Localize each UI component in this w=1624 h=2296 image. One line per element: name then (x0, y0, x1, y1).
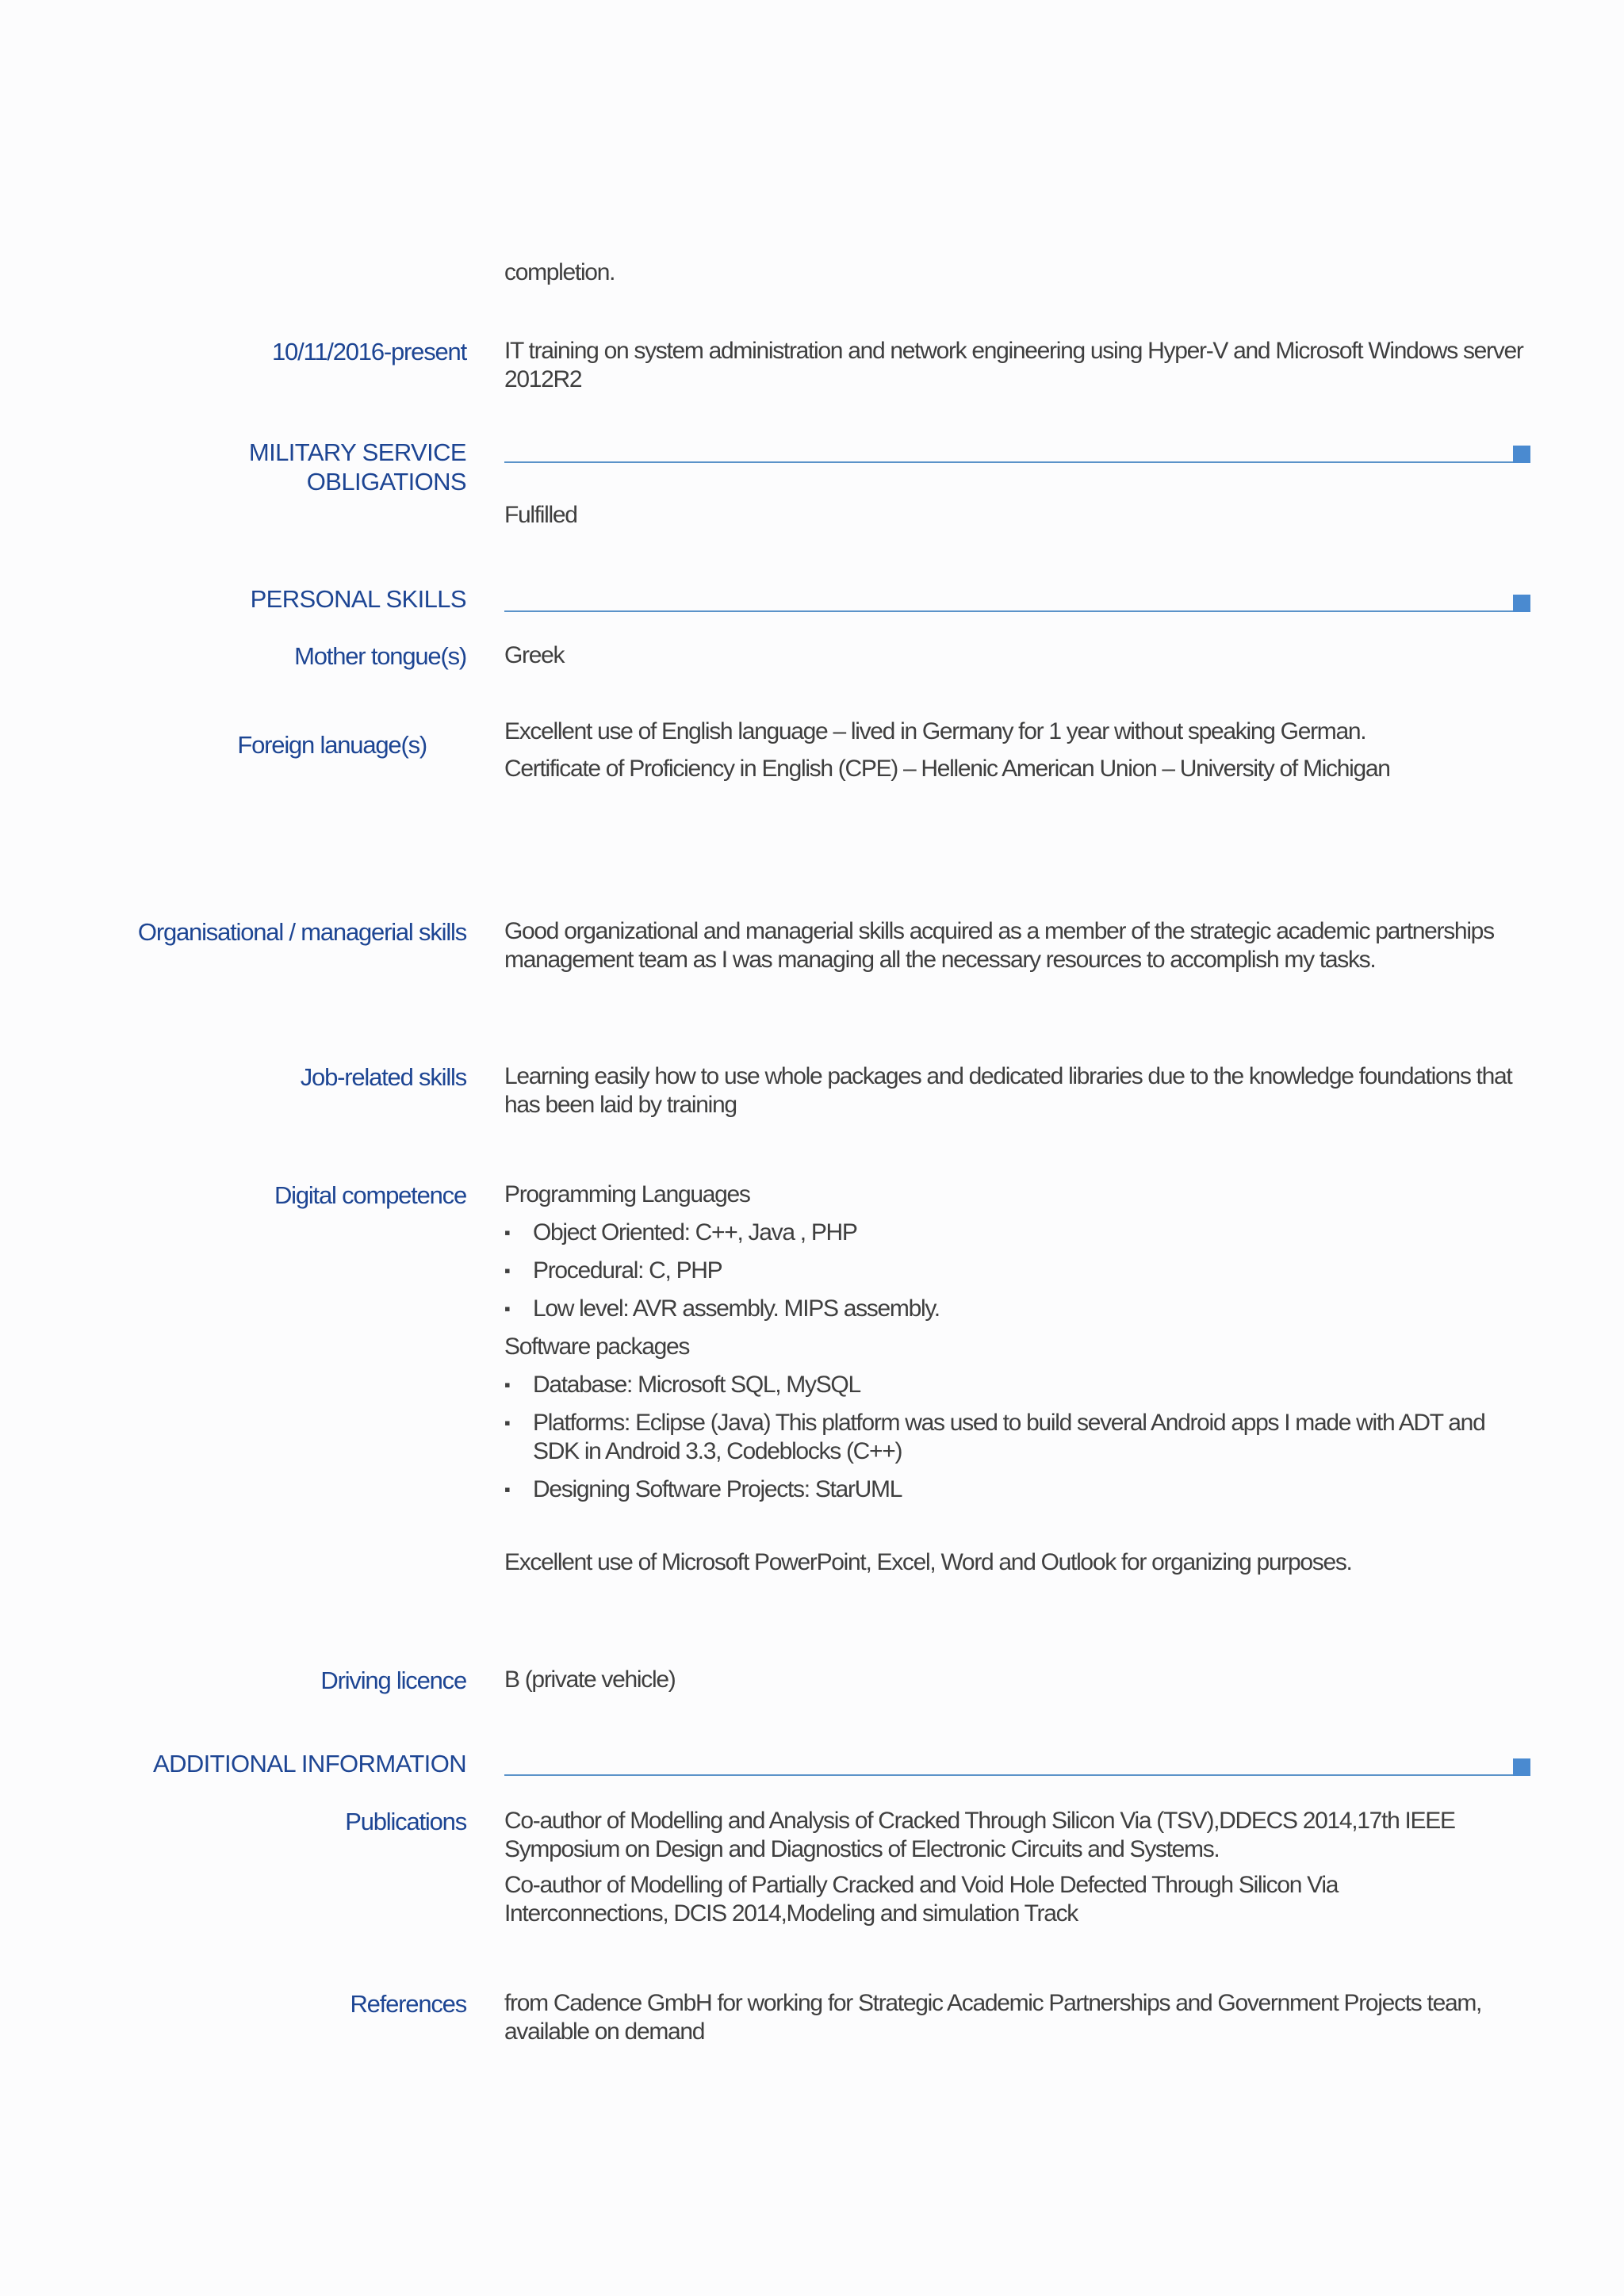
organisational-skills-label: Organisational / managerial skills (137, 918, 466, 946)
job-skills-value: Learning easily how to use whole packages and dedicated libraries due to the knowledge foundations that has been laid by training (504, 1063, 1512, 1118)
additional-info-section-marker (1513, 1758, 1530, 1776)
military-rule (504, 461, 1513, 463)
personal-skills-rule (504, 610, 1513, 612)
mother-tongue-value: Greek (504, 642, 565, 668)
personal-skills-section-marker (1513, 595, 1530, 612)
digital-competence-block (504, 1181, 1527, 1577)
list-item: ▪ Procedural: C, PHP (504, 1257, 1527, 1285)
publication-1: Co-author of Modelling and Analysis of Cracked Through Silicon Via (TSV),DDECS 2014,17th IEEE Symposium on Design and Diagnostics of Electronic Circuits and Systems. (504, 1808, 1455, 1862)
references-label: References (350, 1990, 466, 2018)
driving-licence-value: B (private vehicle) (504, 1667, 676, 1693)
publication-2: Co-author of Modelling of Partially Cracked and Void Hole Defected Through Silicon Via Interconnections, DCIS 2014,Modeling and simulation Track (504, 1872, 1339, 1927)
continuation-text: completion. (504, 259, 615, 285)
list-item: ▪ Designing Software Projects: StarUML (504, 1475, 1527, 1504)
job-skills-label: Job-related skills (300, 1063, 466, 1091)
references-value: from Cadence GmbH for working for Strategic Academic Partnerships and Government Projects team, available on demand (504, 1990, 1482, 2045)
personal-skills-heading: PERSONAL SKILLS (250, 585, 466, 613)
list-item: ▪ Database: Microsoft SQL, MySQL (504, 1371, 1527, 1399)
list-item: ▪ Platforms: Eclipse (Java) This platform was used to build several Android apps I made with ADT and SDK in Android 3.3, Codeblocks (C++) (504, 1409, 1527, 1466)
military-heading-line1: MILITARY SERVICE (248, 438, 466, 466)
foreign-language-label: Foreign lanuage(s) (237, 731, 427, 759)
foreign-language-line1: Excellent use of English language – lived in Germany for 1 year without speaking German. (504, 718, 1366, 744)
publications-label: Publications (345, 1808, 466, 1835)
military-section-marker (1513, 446, 1530, 463)
mother-tongue-label: Mother tongue(s) (294, 642, 466, 670)
office-skills: Excellent use of Microsoft PowerPoint, Excel, Word and Outlook for organizing purposes. (504, 1549, 1352, 1575)
digital-competence-label: Digital competence (274, 1181, 466, 1209)
foreign-language-line2: Certificate of Proficiency in English (CPE) – Hellenic American Union – University of Michigan (504, 756, 1390, 782)
training-description: IT training on system administration and network engineering using Hyper-V and Microsoft Windows server 2012R2 (504, 338, 1523, 392)
list-item: ▪ Low level: AVR assembly. MIPS assembly. (504, 1295, 1527, 1323)
list-item: ▪ Object Oriented: C++, Java , PHP (504, 1219, 1527, 1247)
software-packages-heading: Software packages (504, 1334, 690, 1360)
military-heading (249, 438, 466, 496)
programming-languages-heading: Programming Languages (504, 1181, 750, 1207)
additional-info-heading: ADDITIONAL INFORMATION (153, 1750, 466, 1777)
programming-languages-list (504, 1219, 1527, 1323)
organisational-skills-value: Good organizational and managerial skills acquired as a member of the strategic academic partnerships management team as I was managing all the necessary resources to accomplish my tasks. (504, 918, 1494, 973)
software-packages-list (504, 1371, 1527, 1504)
military-heading-line2: OBLIGATIONS (306, 468, 466, 496)
training-date: 10/11/2016-present (272, 338, 466, 365)
military-value: Fulfilled (504, 502, 577, 528)
additional-info-rule (504, 1774, 1513, 1776)
driving-licence-label: Driving licence (320, 1667, 466, 1694)
